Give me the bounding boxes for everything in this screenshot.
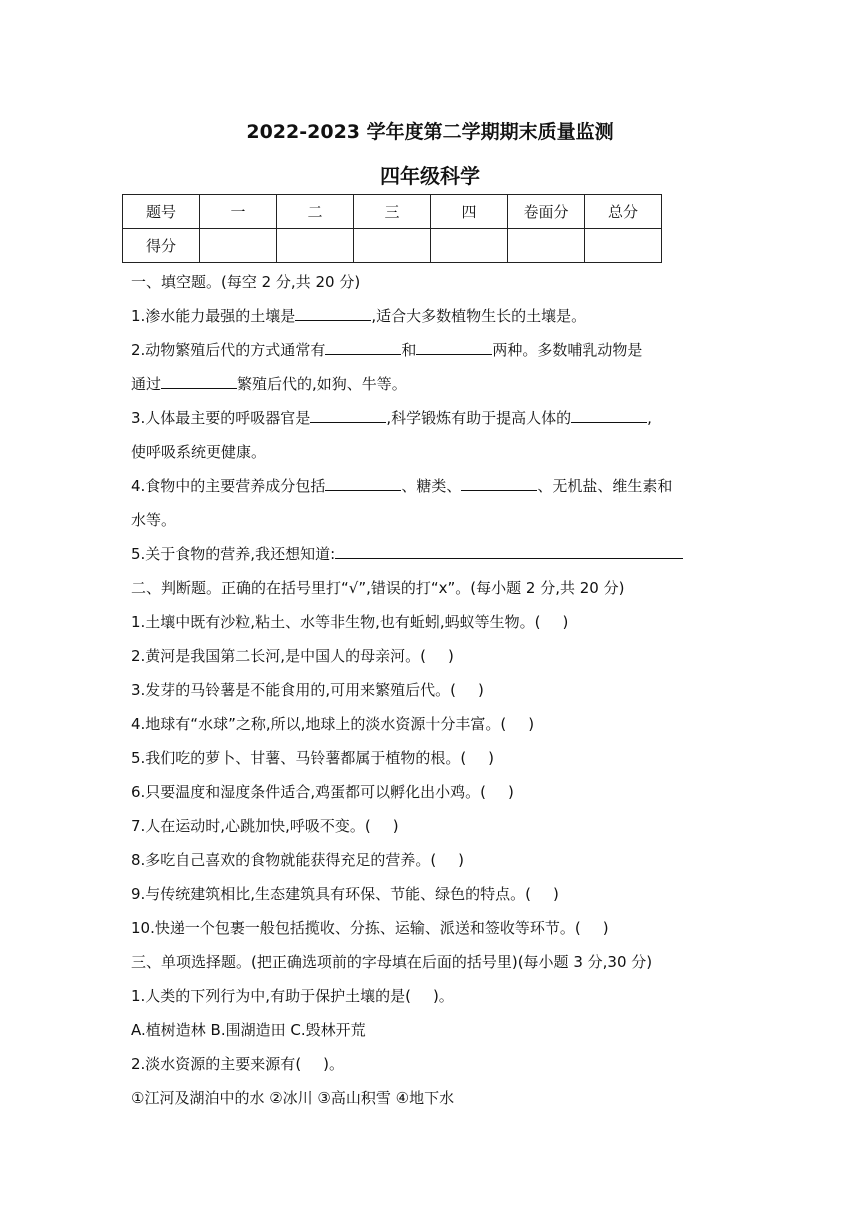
exam-title: 2022-2023 学年度第二学期期末质量监测 xyxy=(246,121,614,143)
fill-question: 1.渗水能力最强的土壤是 ,适合大多数植物生长的土壤是。 xyxy=(131,307,587,325)
score-cell: 总分 xyxy=(585,195,662,229)
score-entry-cell xyxy=(508,229,585,263)
judge-question: 5.我们吃的萝卜、甘薯、马铃薯都属于植物的根。( ) xyxy=(131,749,495,767)
section1-heading: 一、填空题。(每空 2 分,共 20 分) xyxy=(131,273,361,291)
answer-blank xyxy=(571,408,647,423)
fill-question: 3.人体最主要的呼吸器官是 ,科学锻炼有助于提高人体的 , xyxy=(131,409,652,427)
answer-blank xyxy=(416,340,492,355)
judge-question: 7.人在运动时,心跳加快,呼吸不变。( ) xyxy=(131,817,399,835)
fill-question-cont: 水等。 xyxy=(131,511,177,529)
judge-question: 10.快递一个包裹一般包括揽收、分拣、运输、派送和签收等环节。( ) xyxy=(131,919,609,937)
choice-options: A.植树造林 B.围湖造田 C.毁林开荒 xyxy=(131,1021,366,1039)
judge-question: 2.黄河是我国第二长河,是中国人的母亲河。( ) xyxy=(131,647,454,665)
fill-question: 4.食物中的主要营养成分包括 、糖类、 、无机盐、维生素和 xyxy=(131,477,673,495)
score-cell: 卷面分 xyxy=(508,195,585,229)
exam-subtitle: 四年级科学 xyxy=(380,164,480,188)
fill-question: 5.关于食物的营养,我还想知道: xyxy=(131,544,683,564)
score-table xyxy=(122,194,662,263)
answer-blank xyxy=(461,476,537,491)
answer-blank xyxy=(295,306,371,321)
judge-question: 9.与传统建筑相比,生态建筑具有环保、节能、绿色的特点。( ) xyxy=(131,885,559,903)
score-entry-cell xyxy=(277,229,354,263)
score-cell: 二 xyxy=(277,195,354,229)
answer-blank xyxy=(335,544,683,559)
score-entry-cell xyxy=(200,229,277,263)
answer-blank xyxy=(325,340,401,355)
fill-question-cont: 通过 繁殖后代的,如狗、牛等。 xyxy=(131,375,407,393)
judge-question: 1.土壤中既有沙粒,粘土、水等非生物,也有蚯蚓,蚂蚁等生物。( ) xyxy=(131,613,569,631)
answer-blank xyxy=(310,408,386,423)
score-entry-cell xyxy=(354,229,431,263)
judge-question: 6.只要温度和湿度条件适合,鸡蛋都可以孵化出小鸡。( ) xyxy=(131,783,514,801)
answer-blank xyxy=(325,476,401,491)
score-cell: 一 xyxy=(200,195,277,229)
score-entry-cell xyxy=(585,229,662,263)
fill-question: 2.动物繁殖后代的方式通常有 和 两种。多数哺乳动物是 xyxy=(131,341,643,359)
fill-question-cont: 使呼吸系统更健康。 xyxy=(131,443,267,461)
section2-heading: 二、判断题。正确的在括号里打“√”,错误的打“x”。(每小题 2 分,共 20 分) xyxy=(131,579,625,597)
score-cell: 得分 xyxy=(123,229,200,263)
choice-question: 2.淡水资源的主要来源有( )。 xyxy=(131,1055,345,1073)
judge-question: 3.发芽的马铃薯是不能食用的,可用来繁殖后代。( ) xyxy=(131,681,484,699)
score-cell: 三 xyxy=(354,195,431,229)
judge-question: 4.地球有“水球”之称,所以,地球上的淡水资源十分丰富。( ) xyxy=(131,715,535,733)
judge-question: 8.多吃自己喜欢的食物就能获得充足的营养。( ) xyxy=(131,851,465,869)
score-table-header-row xyxy=(123,195,662,229)
score-cell: 四 xyxy=(431,195,508,229)
score-cell: 题号 xyxy=(123,195,200,229)
score-entry-cell xyxy=(431,229,508,263)
answer-blank xyxy=(161,374,237,389)
choice-options: ①江河及湖泊中的水 ②冰川 ③高山积雪 ④地下水 xyxy=(131,1089,455,1107)
choice-question: 1.人类的下列行为中,有助于保护土壤的是( )。 xyxy=(131,987,454,1005)
score-table-score-row xyxy=(123,229,662,263)
section3-heading: 三、单项选择题。(把正确选项前的字母填在后面的括号里)(每小题 3 分,30 分) xyxy=(131,953,653,971)
